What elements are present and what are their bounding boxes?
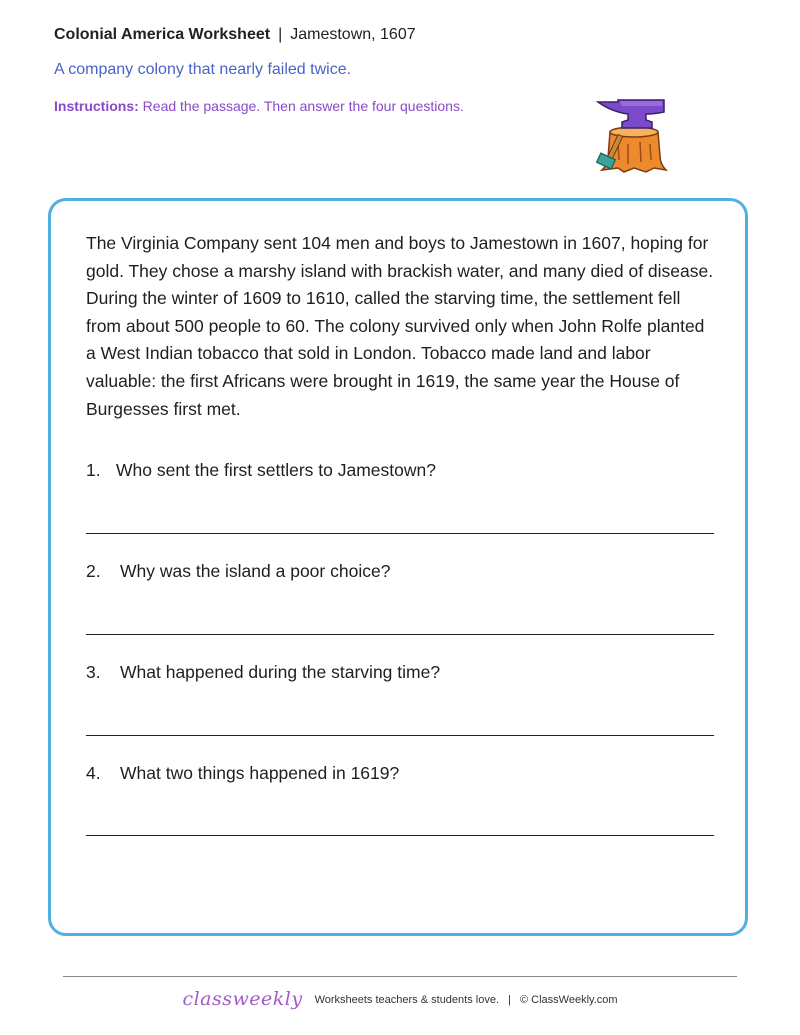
question-number: 4.	[86, 763, 101, 783]
question-number: 3.	[86, 662, 101, 682]
reading-passage: The Virginia Company sent 104 men and boys to Jamestown in 1607, hoping for gold. They chose a marshy island with brackish water, and many died of disease. During the winter of 1609 to 1610, called the starving time, the settlement fell from about 500 people to 60. The colony survived only when John Rolfe planted a West Indian tobacco that sold in London. Tobacco made land and labor valuable: the first Africans were brought in 1619, the same year the House of Burgesses first met.	[86, 233, 714, 419]
footer-tagline: Worksheets teachers & students love.	[314, 994, 500, 1006]
footer-separator: |	[508, 994, 511, 1006]
instructions-label: Instructions:	[54, 98, 139, 114]
footer-copyright: © ClassWeekly.com	[520, 994, 618, 1006]
question-text: Why was the island a poor choice?	[120, 561, 391, 581]
worksheet-topic: Jamestown, 1607	[290, 26, 416, 43]
worksheet-title: Colonial America Worksheet	[54, 26, 271, 43]
answer-line-4[interactable]	[86, 835, 714, 836]
brand-logo: classweekly	[182, 988, 303, 1010]
question-2	[86, 561, 390, 582]
instructions-text: Read the passage. Then answer the four questions.	[142, 98, 464, 114]
footer-divider	[63, 976, 737, 977]
page-footer	[0, 988, 800, 1010]
question-text: Who sent the first settlers to Jamestown?	[116, 460, 436, 480]
question-number: 1.	[86, 460, 101, 480]
answer-line-1[interactable]	[86, 533, 714, 534]
header-separator: |	[278, 26, 283, 43]
worksheet-header	[54, 26, 416, 44]
answer-line-3[interactable]	[86, 735, 714, 736]
worksheet-subtitle: A company colony that nearly failed twice.	[54, 61, 352, 78]
question-1	[86, 460, 436, 481]
question-text: What two things happened in 1619?	[120, 763, 400, 783]
question-4	[86, 763, 399, 784]
question-text: What happened during the starving time?	[120, 662, 441, 682]
question-number: 2.	[86, 561, 101, 581]
answer-line-2[interactable]	[86, 634, 714, 635]
question-3	[86, 662, 440, 683]
instructions	[54, 98, 464, 114]
anvil-on-stump-icon	[594, 98, 674, 178]
